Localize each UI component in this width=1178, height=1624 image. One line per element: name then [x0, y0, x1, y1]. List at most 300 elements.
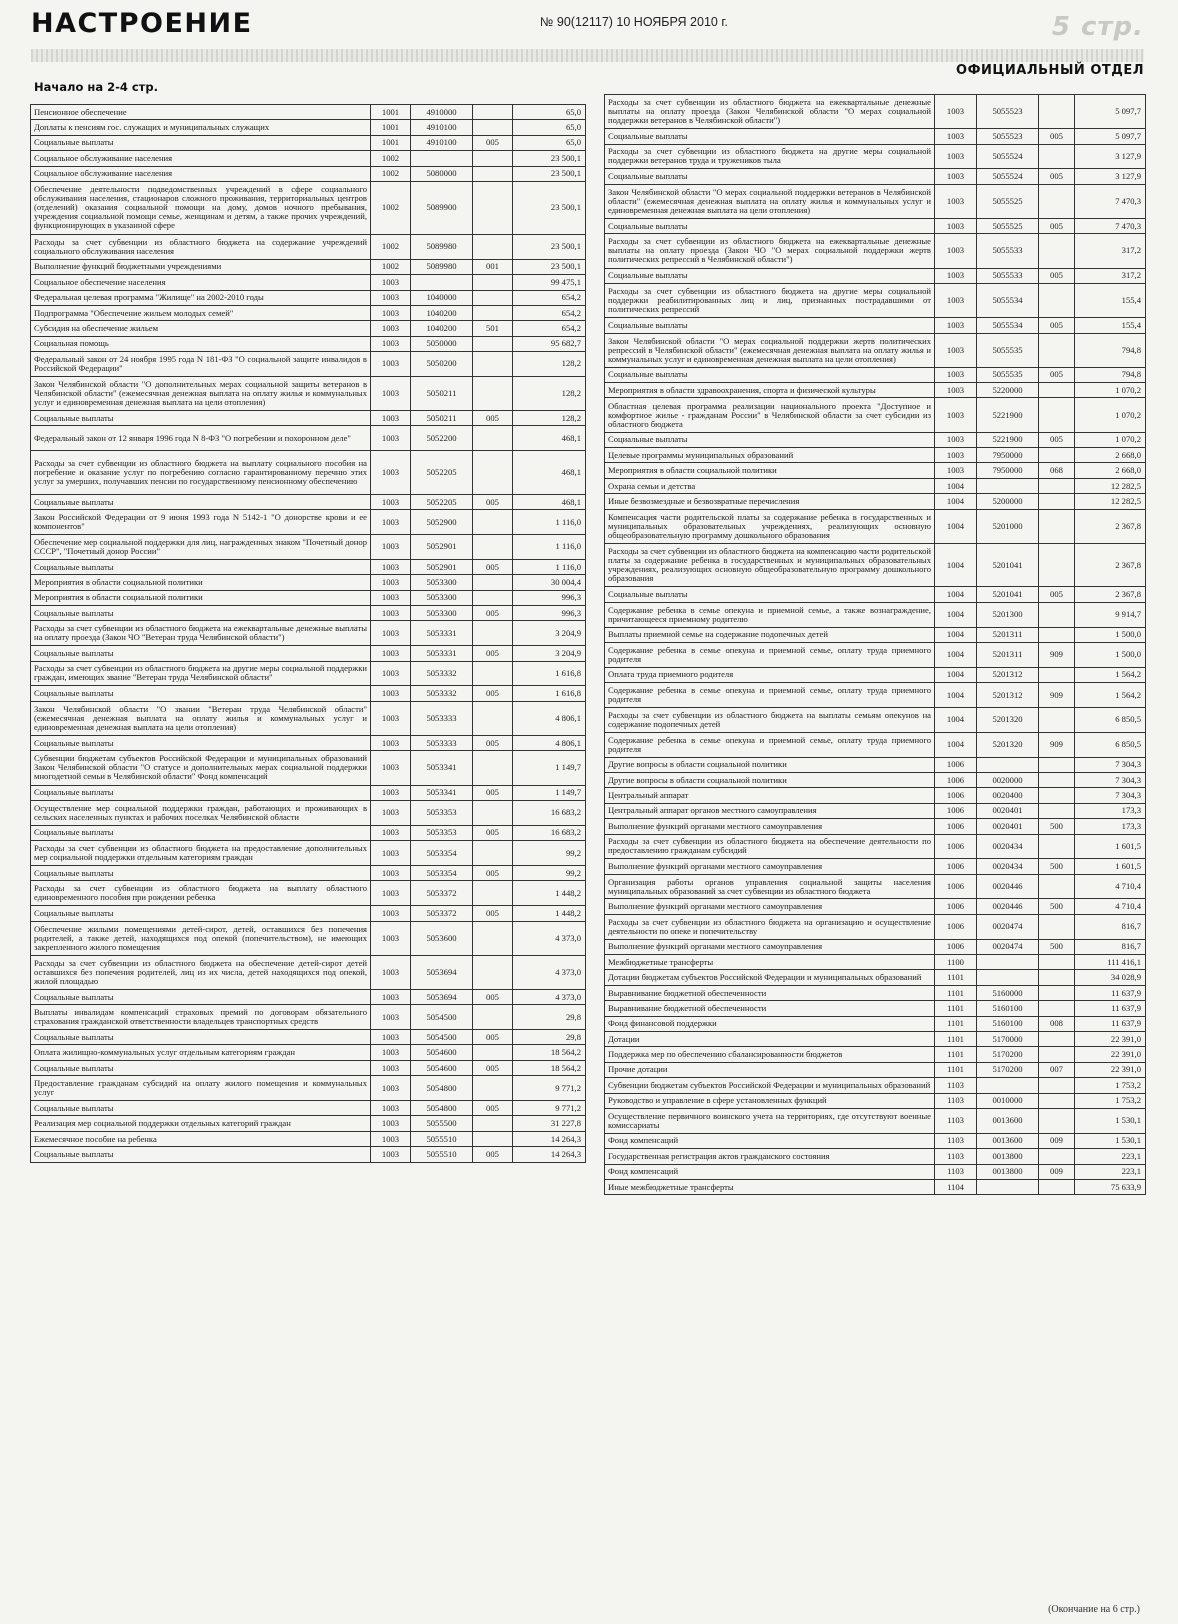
row-amount: 1 601,5	[1075, 834, 1146, 859]
row-section-code: 1003	[371, 1030, 411, 1045]
row-description: Расходы за счет субвенции из областного бюджета на содержание учреждений социального обслуживания населения	[31, 234, 371, 259]
row-expense-type	[473, 751, 513, 785]
row-expense-type: 005	[1039, 367, 1075, 382]
row-amount: 11 637,9	[1075, 1016, 1146, 1031]
row-amount: 996,3	[513, 606, 586, 621]
table-row	[605, 367, 1146, 382]
row-description: Расходы за счет субвенции из областного бюджета на обеспечение деятельности по предоставлению гражданам субсидий	[605, 834, 935, 859]
table-row	[605, 985, 1146, 1000]
table-row	[31, 825, 586, 840]
row-section-code: 1004	[935, 602, 977, 627]
row-amount: 1 753,2	[1075, 1078, 1146, 1093]
row-target-article: 0020000	[977, 772, 1039, 787]
row-section-code: 1003	[371, 881, 411, 906]
row-expense-type: 009	[1039, 1133, 1075, 1148]
row-target-article: 5200000	[977, 494, 1039, 509]
row-target-article: 7950000	[977, 463, 1039, 478]
row-target-article: 0013800	[977, 1164, 1039, 1179]
row-expense-type	[473, 166, 513, 181]
row-target-article	[977, 970, 1039, 985]
row-amount: 2 367,8	[1075, 509, 1146, 543]
row-amount: 2 367,8	[1075, 543, 1146, 587]
table-row	[31, 590, 586, 605]
row-expense-type	[473, 921, 513, 955]
row-target-article: 5052200	[411, 426, 473, 451]
row-description: Расходы за счет субвенции из областного бюджета на выплату социального пособия на погребение и оказание услуг по погребению согласно гарантированному перечню этих услуг за умерших, получавших пенсии по государственному пенсионному обеспечению	[31, 451, 371, 495]
row-expense-type: 005	[1039, 587, 1075, 602]
row-description: Дотации бюджетам субъектов Российской Федерации и муниципальных образований	[605, 970, 935, 985]
row-expense-type	[1039, 184, 1075, 218]
row-description: Социальные выплаты	[31, 1147, 371, 1162]
table-row	[605, 1062, 1146, 1077]
row-section-code: 1003	[935, 283, 977, 317]
row-amount: 654,2	[513, 321, 586, 336]
row-expense-type: 068	[1039, 463, 1075, 478]
row-amount: 3 204,9	[513, 621, 586, 646]
row-description: Фонд компенсаций	[605, 1133, 935, 1148]
row-description: Мероприятия в области социальной политики	[31, 575, 371, 590]
row-section-code: 1003	[371, 906, 411, 921]
table-row	[31, 575, 586, 590]
row-section-code: 1003	[371, 825, 411, 840]
table-row	[605, 859, 1146, 874]
row-target-article: 5201000	[977, 509, 1039, 543]
table-row	[605, 1133, 1146, 1148]
row-expense-type	[1039, 95, 1075, 129]
row-target-article: 5050200	[411, 352, 473, 377]
row-section-code: 1100	[935, 955, 977, 970]
row-target-article: 0013800	[977, 1149, 1039, 1164]
row-expense-type: 005	[473, 686, 513, 701]
row-expense-type: 500	[1039, 819, 1075, 834]
row-target-article: 0013600	[977, 1133, 1039, 1148]
row-amount: 14 264,3	[513, 1131, 586, 1146]
row-amount: 31 227,8	[513, 1116, 586, 1131]
row-expense-type: 005	[473, 825, 513, 840]
row-amount: 1 070,2	[1075, 383, 1146, 398]
row-expense-type	[473, 1076, 513, 1101]
table-row	[31, 751, 586, 785]
row-amount: 30 004,4	[513, 575, 586, 590]
row-section-code: 1006	[935, 772, 977, 787]
row-expense-type	[473, 426, 513, 451]
row-target-article: 7950000	[977, 448, 1039, 463]
table-row	[31, 921, 586, 955]
row-expense-type: 005	[1039, 218, 1075, 233]
row-target-article: 0020434	[977, 834, 1039, 859]
row-section-code: 1101	[935, 970, 977, 985]
row-description: Выполнение функций органами местного самоуправления	[605, 859, 935, 874]
row-description: Выполнение функций бюджетными учреждениями	[31, 259, 371, 274]
row-expense-type: 005	[473, 1101, 513, 1116]
row-description: Расходы за счет субвенции из областного бюджета на другие меры социальной поддержки граждан, имеющих звание "Ветеран труда Челябинской области"	[31, 661, 371, 686]
row-amount: 22 391,0	[1075, 1062, 1146, 1077]
row-amount: 1 616,8	[513, 686, 586, 701]
row-description: Организация работы органов управления социальной защиты населения муниципальных образований за счет субвенции из областного бюджета	[605, 874, 935, 899]
row-expense-type	[1039, 834, 1075, 859]
row-expense-type: 005	[1039, 129, 1075, 144]
row-description: Социальные выплаты	[31, 1060, 371, 1075]
table-row	[605, 184, 1146, 218]
row-expense-type	[473, 955, 513, 989]
row-expense-type	[473, 305, 513, 320]
row-amount: 1 070,2	[1075, 398, 1146, 432]
row-description: Мероприятия в области здравоохранения, спорта и физической культуры	[605, 383, 935, 398]
row-amount: 5 097,7	[1075, 95, 1146, 129]
row-amount: 12 282,5	[1075, 494, 1146, 509]
row-expense-type	[1039, 1047, 1075, 1062]
row-section-code: 1003	[371, 800, 411, 825]
row-section-code: 1003	[371, 989, 411, 1004]
row-expense-type: 005	[473, 735, 513, 750]
row-section-code: 1003	[371, 1005, 411, 1030]
row-amount: 9 771,2	[513, 1101, 586, 1116]
row-expense-type	[473, 575, 513, 590]
row-target-article: 5089980	[411, 234, 473, 259]
row-amount: 3 204,9	[513, 646, 586, 661]
row-target-article: 5053332	[411, 661, 473, 686]
row-description: Мероприятия в области социальной политики	[605, 463, 935, 478]
row-section-code: 1004	[935, 707, 977, 732]
row-amount: 223,1	[1075, 1149, 1146, 1164]
table-row	[31, 135, 586, 150]
row-target-article: 5053300	[411, 590, 473, 605]
table-row	[605, 970, 1146, 985]
row-description: Расходы за счет субвенции из областного бюджета на ежеквартальные денежные выплаты на оплату проезда (Закон ЧО "Ветеран труда Челябинской области")	[31, 621, 371, 646]
row-amount: 65,0	[513, 120, 586, 135]
table-row	[31, 120, 586, 135]
row-expense-type	[1039, 757, 1075, 772]
row-section-code: 1103	[935, 1133, 977, 1148]
row-target-article: 5201312	[977, 667, 1039, 682]
table-row	[605, 1001, 1146, 1016]
row-amount: 794,8	[1075, 367, 1146, 382]
row-amount: 7 304,3	[1075, 788, 1146, 803]
row-target-article: 5053332	[411, 686, 473, 701]
table-row	[31, 411, 586, 426]
table-row	[31, 1030, 586, 1045]
row-expense-type	[1039, 788, 1075, 803]
row-expense-type: 909	[1039, 732, 1075, 757]
row-expense-type	[473, 535, 513, 560]
row-description: Социальная помощь	[31, 336, 371, 351]
row-amount: 155,4	[1075, 283, 1146, 317]
row-amount: 1 530,1	[1075, 1108, 1146, 1133]
row-description: Социальные выплаты	[31, 825, 371, 840]
row-amount: 6 850,5	[1075, 707, 1146, 732]
table-row	[31, 955, 586, 989]
row-description: Субсидия на обеспечение жильем	[31, 321, 371, 336]
row-target-article: 5055523	[977, 95, 1039, 129]
row-section-code: 1004	[935, 667, 977, 682]
row-amount: 7 470,3	[1075, 218, 1146, 233]
table-row	[31, 275, 586, 290]
row-description: Социальные выплаты	[31, 686, 371, 701]
row-expense-type: 008	[1039, 1016, 1075, 1031]
row-section-code: 1003	[371, 621, 411, 646]
row-target-article: 0020474	[977, 939, 1039, 954]
row-expense-type	[473, 151, 513, 166]
row-section-code: 1003	[371, 1060, 411, 1075]
row-target-article: 5053372	[411, 906, 473, 921]
row-section-code: 1003	[371, 1076, 411, 1101]
row-expense-type	[473, 234, 513, 259]
row-section-code: 1003	[371, 606, 411, 621]
row-amount: 99,2	[513, 865, 586, 880]
row-target-article: 5055533	[977, 234, 1039, 268]
table-row	[31, 661, 586, 686]
row-target-article: 5089980	[411, 259, 473, 274]
row-target-article: 5055510	[411, 1147, 473, 1162]
row-target-article: 5220000	[977, 383, 1039, 398]
row-target-article: 4910100	[411, 135, 473, 150]
section-title: ОФИЦИАЛЬНЫЙ ОТДЕЛ	[956, 63, 1144, 78]
table-row	[31, 621, 586, 646]
row-amount: 4 710,4	[1075, 899, 1146, 914]
row-section-code: 1003	[371, 686, 411, 701]
row-expense-type: 005	[473, 906, 513, 921]
row-section-code: 1101	[935, 1047, 977, 1062]
table-row	[605, 732, 1146, 757]
row-description: Выполнение функций органами местного самоуправления	[605, 939, 935, 954]
row-expense-type	[473, 701, 513, 735]
table-row	[605, 509, 1146, 543]
row-description: Расходы за счет субвенции из областного бюджета на организацию и осуществление деятельности по опеке и попечительству	[605, 914, 935, 939]
table-row	[31, 494, 586, 509]
row-expense-type	[1039, 333, 1075, 367]
row-section-code: 1003	[371, 290, 411, 305]
row-section-code: 1006	[935, 788, 977, 803]
row-section-code: 1003	[371, 275, 411, 290]
row-section-code: 1003	[371, 661, 411, 686]
row-amount: 654,2	[513, 290, 586, 305]
row-description: Социальные выплаты	[31, 1101, 371, 1116]
row-description: Предоставление гражданам субсидий на оплату жилого помещения и коммунальных услуг	[31, 1076, 371, 1101]
row-expense-type	[473, 275, 513, 290]
row-section-code: 1006	[935, 803, 977, 818]
table-row	[31, 234, 586, 259]
row-description: Оплата труда приемного родителя	[605, 667, 935, 682]
row-amount: 11 637,9	[1075, 1001, 1146, 1016]
row-description: Реализация мер социальной поддержки отдельных категорий граждан	[31, 1116, 371, 1131]
row-amount: 468,1	[513, 451, 586, 495]
row-section-code: 1103	[935, 1078, 977, 1093]
table-row	[31, 989, 586, 1004]
row-expense-type: 005	[473, 1147, 513, 1162]
row-target-article: 5053341	[411, 785, 473, 800]
row-expense-type	[1039, 448, 1075, 463]
row-target-article: 0020401	[977, 803, 1039, 818]
row-description: Социальные выплаты	[605, 268, 935, 283]
table-row	[605, 494, 1146, 509]
row-description: Охрана семьи и детства	[605, 478, 935, 493]
row-section-code: 1003	[935, 234, 977, 268]
continued-on-note: (Окончание на 6 стр.)	[1048, 1604, 1140, 1615]
row-amount: 1 601,5	[1075, 859, 1146, 874]
table-row	[31, 841, 586, 866]
row-section-code: 1006	[935, 939, 977, 954]
table-row	[31, 1116, 586, 1131]
row-target-article: 5170200	[977, 1047, 1039, 1062]
row-target-article: 4910100	[411, 120, 473, 135]
row-section-code: 1003	[935, 318, 977, 333]
row-description: Выравнивание бюджетной обеспеченности	[605, 985, 935, 1000]
row-amount: 1 616,8	[513, 661, 586, 686]
row-target-article: 4910000	[411, 105, 473, 120]
row-description: Руководство и управление в сфере установленных функций	[605, 1093, 935, 1108]
row-expense-type: 500	[1039, 939, 1075, 954]
row-target-article: 5055534	[977, 283, 1039, 317]
row-section-code: 1004	[935, 509, 977, 543]
row-expense-type: 005	[1039, 169, 1075, 184]
issue-info: № 90(12117) 10 НОЯБРЯ 2010 г.	[540, 15, 728, 29]
table-row	[605, 627, 1146, 642]
row-description: Социальные выплаты	[31, 1030, 371, 1045]
row-target-article: 5053333	[411, 701, 473, 735]
row-amount: 996,3	[513, 590, 586, 605]
row-amount: 75 633,9	[1075, 1179, 1146, 1194]
row-amount: 468,1	[513, 494, 586, 509]
table-row	[31, 559, 586, 574]
row-section-code: 1004	[935, 494, 977, 509]
row-expense-type	[1039, 383, 1075, 398]
row-target-article	[411, 275, 473, 290]
row-section-code: 1101	[935, 1062, 977, 1077]
row-amount: 4 373,0	[513, 921, 586, 955]
row-target-article: 0020446	[977, 874, 1039, 899]
row-description: Содержание ребенка в семье опекуна и приемной семье, оплату труда приемного родителя	[605, 642, 935, 667]
table-row	[605, 463, 1146, 478]
row-target-article: 5053694	[411, 989, 473, 1004]
table-row	[31, 105, 586, 120]
table-row	[605, 1047, 1146, 1062]
row-amount: 5 097,7	[1075, 129, 1146, 144]
row-section-code: 1003	[935, 398, 977, 432]
row-expense-type	[1039, 602, 1075, 627]
row-description: Социальные выплаты	[605, 367, 935, 382]
table-row	[605, 899, 1146, 914]
table-row	[605, 144, 1146, 169]
row-amount: 14 264,3	[513, 1147, 586, 1162]
row-description: Социальные выплаты	[605, 129, 935, 144]
row-expense-type	[473, 376, 513, 410]
row-section-code: 1103	[935, 1164, 977, 1179]
newspaper-title: НАСТРОЕНИЕ	[31, 8, 253, 39]
header-rule	[31, 49, 1144, 62]
row-target-article: 0020400	[977, 788, 1039, 803]
row-expense-type: 005	[473, 559, 513, 574]
row-expense-type	[473, 352, 513, 377]
row-description: Закон Челябинской области "О дополнительных мерах социальной защиты ветеранов в Челябинской области" (ежемесячная денежная выплата на оплату жилья и коммунальных услуг и единовременная денежная выплата на цели отопления)	[31, 376, 371, 410]
row-expense-type: 500	[1039, 899, 1075, 914]
row-target-article: 5201320	[977, 732, 1039, 757]
row-section-code: 1003	[371, 535, 411, 560]
row-expense-type	[1039, 144, 1075, 169]
row-amount: 794,8	[1075, 333, 1146, 367]
row-expense-type: 005	[473, 646, 513, 661]
row-amount: 816,7	[1075, 914, 1146, 939]
row-target-article: 0020474	[977, 914, 1039, 939]
row-section-code: 1004	[935, 627, 977, 642]
table-row	[605, 448, 1146, 463]
row-description: Оплата жилищно-коммунальных услуг отдельным категориям граждан	[31, 1045, 371, 1060]
row-section-code: 1003	[371, 735, 411, 750]
row-section-code: 1003	[371, 451, 411, 495]
row-section-code: 1004	[935, 732, 977, 757]
row-target-article: 5160100	[977, 1016, 1039, 1031]
row-section-code: 1003	[935, 367, 977, 382]
row-section-code: 1101	[935, 1032, 977, 1047]
table-row	[605, 914, 1146, 939]
row-amount: 99,2	[513, 841, 586, 866]
row-target-article: 5052900	[411, 510, 473, 535]
row-target-article	[977, 955, 1039, 970]
table-row	[605, 707, 1146, 732]
row-description: Другие вопросы в области социальной политики	[605, 757, 935, 772]
row-expense-type	[473, 510, 513, 535]
row-target-article: 1040200	[411, 321, 473, 336]
row-amount: 1 500,0	[1075, 642, 1146, 667]
row-description: Мероприятия в области социальной политики	[31, 590, 371, 605]
row-section-code: 1003	[371, 785, 411, 800]
row-amount: 173,3	[1075, 819, 1146, 834]
table-row	[31, 321, 586, 336]
table-row	[31, 305, 586, 320]
row-description: Пенсионное обеспечение	[31, 105, 371, 120]
row-amount: 34 028,9	[1075, 970, 1146, 985]
row-target-article: 5053331	[411, 621, 473, 646]
row-amount: 18 564,2	[513, 1045, 586, 1060]
row-expense-type	[1039, 398, 1075, 432]
row-expense-type	[1039, 803, 1075, 818]
row-expense-type	[473, 621, 513, 646]
row-target-article: 0010000	[977, 1093, 1039, 1108]
row-section-code: 1003	[371, 701, 411, 735]
row-target-article: 5055533	[977, 268, 1039, 283]
row-target-article: 5055525	[977, 218, 1039, 233]
row-description: Социальные выплаты	[605, 218, 935, 233]
row-section-code: 1003	[371, 575, 411, 590]
row-amount: 23 500,1	[513, 181, 586, 234]
row-section-code: 1002	[371, 259, 411, 274]
table-row	[605, 218, 1146, 233]
table-row	[605, 234, 1146, 268]
row-target-article: 5160100	[977, 1001, 1039, 1016]
row-expense-type	[473, 1131, 513, 1146]
row-description: Социальные выплаты	[31, 906, 371, 921]
row-description: Субвенции бюджетам субъектов Российской Федерации и муниципальных образований	[605, 1078, 935, 1093]
row-target-article: 5053331	[411, 646, 473, 661]
table-row	[31, 259, 586, 274]
row-section-code: 1003	[371, 865, 411, 880]
row-description: Выплаты приемной семье на содержание подопечных детей	[605, 627, 935, 642]
table-row	[605, 1016, 1146, 1031]
table-row	[605, 543, 1146, 587]
table-row	[605, 333, 1146, 367]
row-amount: 1 116,0	[513, 559, 586, 574]
row-description: Расходы за счет субвенции из областного бюджета на ежеквартальные денежные выплаты на оплату проезда (Закон ЧО "О мерах социальной поддержки жертв политических репрессий в Челябинской области")	[605, 234, 935, 268]
row-target-article: 5050211	[411, 376, 473, 410]
row-description: Содержание ребенка в семье опекуна и приемной семье, оплату труда приемного родителя	[605, 732, 935, 757]
row-section-code: 1006	[935, 757, 977, 772]
row-description: Содержание ребенка в семье опекуна и приемной семье, а также вознаграждение, причитающееся приемному родителю	[605, 602, 935, 627]
table-row	[605, 939, 1146, 954]
table-row	[31, 686, 586, 701]
row-target-article	[411, 151, 473, 166]
row-section-code: 1003	[935, 268, 977, 283]
row-expense-type	[473, 800, 513, 825]
row-amount: 23 500,1	[513, 234, 586, 259]
